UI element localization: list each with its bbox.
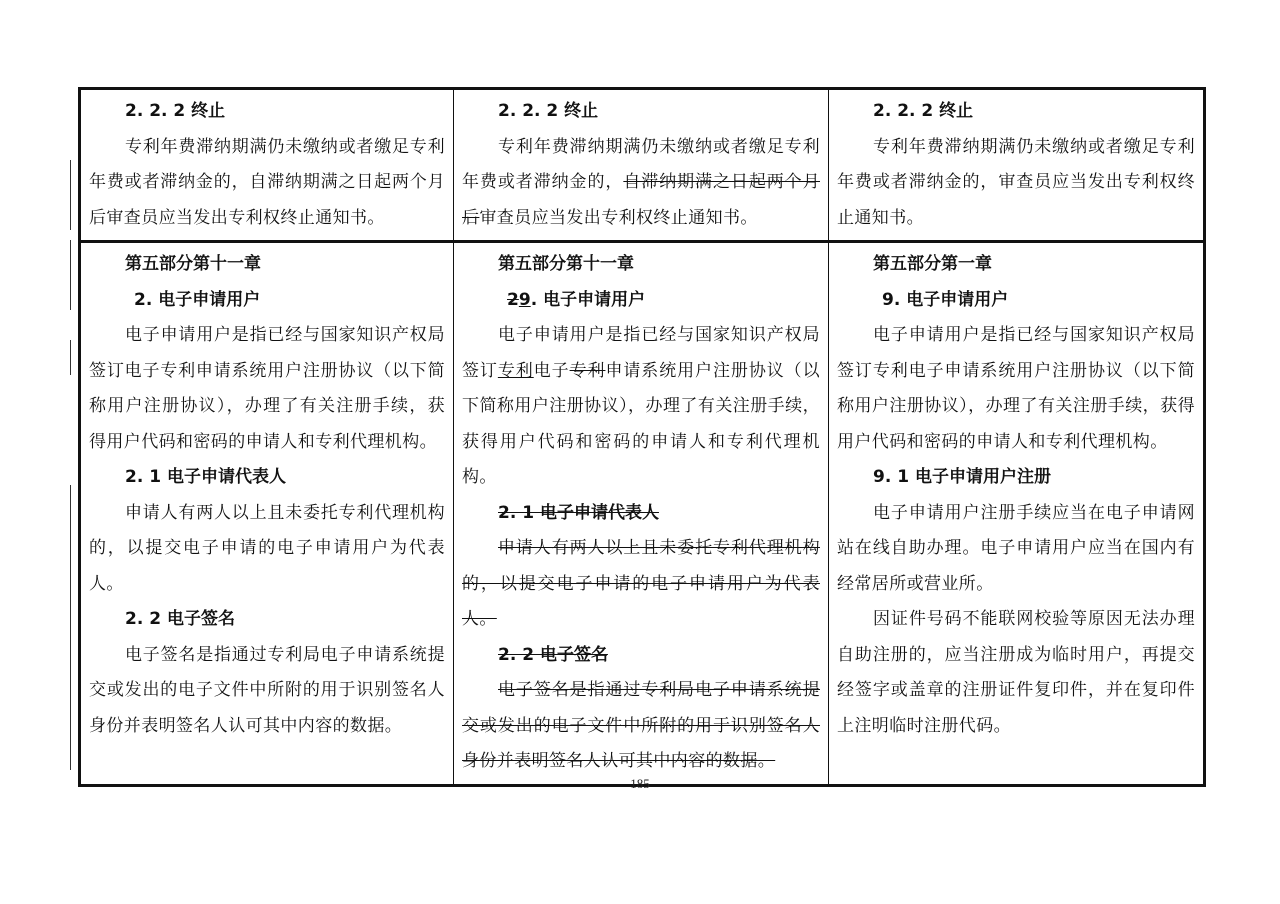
paragraph: 电子申请用户是指已经与国家知识产权局签订电子专利申请系统用户注册协议（以下简称用户注册协议），办理了有关注册手续，获得用户代码和密码的申请人和专利代理机构。 [89,325,445,452]
text-run: 电子申请用户是指已经与国家知识产权局签订 [462,325,820,381]
cell-original [80,89,454,242]
text-run: 电子 [533,360,570,381]
section-heading: 2. 2. 2 终止 [873,101,974,121]
paragraph: 专利年费滞纳期满仍未缴纳或者缴足专利年费或者滞纳金的，自滞纳期满之日起两个月后审查员应当发出专利权终止通知书。 [89,136,445,228]
table-row [80,89,1205,242]
paragraph [462,130,820,237]
paragraph: 因证件号码不能联网校验等原因无法办理自助注册的，应当注册成为临时用户，再提交经签字或盖章的注册证件复印件，并在复印件上注明临时注册代码。 [837,609,1195,736]
paragraph [462,318,820,496]
paragraph: 电子申请用户是指已经与国家知识产权局签订专利电子申请系统用户注册协议（以下简称用户注册协议），办理了有关注册手续，获得用户代码和密码的申请人和专利代理机构。 [837,325,1195,452]
deleted-subsection-heading: 2. 2 电子签名 [498,644,608,665]
subsection-heading: 2. 1 电子申请代表人 [125,467,286,487]
section-heading: 9. 电子申请用户 [882,289,1009,310]
deleted-paragraph: 电子签名是指通过专利局电子申请系统提交或发出的电子文件中所附的用于识别签名人身份并表明签名人认可其中内容的数据。 [462,680,820,771]
subsection-heading: 2. 2 电子签名 [125,609,235,629]
text-run: 申请系统用户注册协议（以下简称用户注册协议），办理了有关注册手续，获得用户代码和密码的申请人和专利代理机构。 [462,360,820,487]
deleted-subsection-heading: 2. 1 电子申请代表人 [498,502,659,523]
subsection-heading: 9. 1 电子申请用户注册 [873,467,1051,487]
cell-original [80,242,454,786]
paragraph: 专利年费滞纳期满仍未缴纳或者缴足专利年费或者滞纳金的，审查员应当发出专利权终止通知书。 [837,136,1195,228]
revision-bar [70,240,71,310]
part-heading: 第五部分第十一章 [498,254,634,274]
section-heading: 2. 2. 2 终止 [498,101,599,121]
paragraph: 申请人有两人以上且未委托专利代理机构的，以提交电子申请的电子申请用户为代表人。 [89,502,445,594]
revision-bar [70,485,71,770]
section-heading [462,283,820,319]
cell-revised [829,242,1205,786]
deleted-text: 2 [507,289,519,310]
text-run: 专利年费滞纳期满仍未缴纳或者缴足专利年费或者滞纳金的， [462,136,820,192]
revision-bar [70,340,71,375]
section-heading: 2. 2. 2 终止 [125,101,226,121]
paragraph: 电子申请用户注册手续应当在电子申请网站在线自助办理。电子申请用户应当在国内有经常居所或营业所。 [837,502,1195,594]
deleted-paragraph: 申请人有两人以上且未委托专利代理机构的，以提交电子申请的电子申请用户为代表人。 [462,538,820,629]
text-run: . 电子申请用户 [530,289,646,310]
cell-revision-marked [454,89,829,242]
page-number: 185 [630,776,650,791]
table-row [80,242,1205,786]
part-heading: 第五部分第一章 [873,254,992,274]
part-heading: 第五部分第十一章 [125,254,261,274]
cell-revised [829,89,1205,242]
deleted-text: 自滞纳期满之日起两个月后 [462,172,820,228]
section-heading: 2. 电子申请用户 [134,289,261,310]
comparison-table [78,87,1206,787]
inserted-text: 专利 [497,360,534,381]
paragraph: 电子签名是指通过专利局电子申请系统提交或发出的电子文件中所附的用于识别签名人身份并表明签名人认可其中内容的数据。 [89,644,445,736]
inserted-text: 9 [518,289,531,310]
cell-revision-marked [454,242,829,786]
text-run: 审查员应当发出专利权终止通知书。 [479,207,758,228]
deleted-text: 专利 [569,360,606,381]
revision-bar [70,160,71,230]
